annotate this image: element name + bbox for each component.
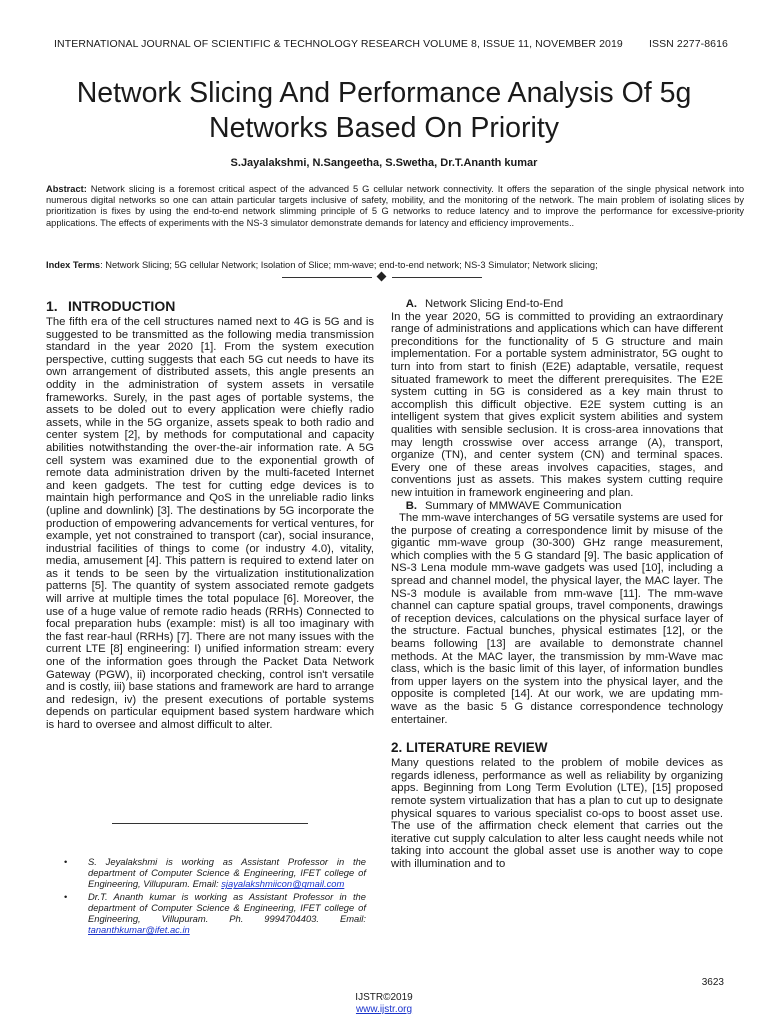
- author-email-link[interactable]: tananthkumar@ifet.ac.in: [88, 924, 190, 936]
- bullet-icon: •: [64, 856, 68, 867]
- literature-heading: 2. LITERATURE REVIEW: [391, 740, 548, 756]
- section-a-title: Network Slicing End-to-End: [425, 298, 564, 310]
- index-terms: [46, 260, 744, 271]
- footnote-rule: [112, 823, 308, 824]
- paper-title: [40, 76, 728, 146]
- separator-line-right: [392, 277, 482, 278]
- footer-copyright: IJSTR©2019: [355, 992, 413, 1003]
- footnote-text: S. Jeyalakshmi is working as Assistant Professor in the department of Computer Science & Engineering, IFET college of Engineering, Villupuram. Email:: [88, 856, 366, 890]
- page-number: 3623: [701, 977, 724, 988]
- footnotes: [62, 856, 366, 936]
- footnote-item: [62, 856, 366, 890]
- diamond-icon: [377, 272, 387, 282]
- introduction-number: 1.: [46, 298, 58, 314]
- abstract-text: Network slicing is a foremost critical aspect of the advanced 5 G cellular network connectivity. It offers the separation of the single physical network into numerous digital networks so one can attain particular targets inclusive of safety, mobility, and the monitoring of the network. The main problem of isolating slices by prioritization is fixes by using the end-to-end network slimming principle of 5 G networks to reduce latency and to improve the performance for excessive-priority applications. The effects of experiments with the NS-3 simulator demonstrate demands for latency and efficiency improvements..: [46, 184, 744, 228]
- title-line-1: Network Slicing And Performance Analysis Of 5g: [76, 77, 692, 109]
- section-a-body: In the year 2020, 5G is committed to providing an extraordinary range of administrations and applications which can have different preconditions for the functionality of 5 G structure and main implementation. For a portable system administrator, 5G ought to turn into from start to finish (E2E) adaptable, versatile, request situated framework to meet the different prerequisites. The E2E system cutting in 5G is considered as a key main thrust to accomplish this difficult objective. E2E system cutting is an intelligent system that gives explicit system abilities and system qualities with sensible seclusion. It is cross-area innovations that may length crosswise over access arrange (A), transport, organize (TN), and center system (CN) and terminal spaces. Every one of these areas involves capacities, stages, and conventions just as assets. This makes system cutting require new intuition in framework engineering and plan.: [391, 310, 723, 499]
- separator-line-left: [282, 277, 372, 278]
- section-b-label: B.: [405, 499, 417, 512]
- issn: ISSN 2277-8616: [648, 38, 728, 50]
- introduction-body: The fifth era of the cell structures named next to 4G is 5G and is suggested to be transmitted as the following media transmission standard in the year 2020 [1]. From the system execution perspective, cutting suggests that each 5G cut needs to have its own arrangement of distributed assets, this angle presents an oddity in the administration of system assets in versatile frameworks. Surely, in the past ages of portable systems, the assets to be doled out to every application were chiefly radio assets, while in the 5G organize, assets speak to both radio and center system [2], by methods for computational and capacity abilities notwithstanding the over-the-air information rate. A 5G cell system was examined due to the exponential growth of remote data administration driven by the multi-faceted Internet and keen gadgets. The test for cutting edge devices is to maintain high performance and QoS in the unreliable radio links (upline and downlink) [3]. The destinations by 5G incorporate the production of empowering advancements for vertical ventures, for example, yet not constrained to transport (car), social insurance, industrial facilities of things to come (or industry 4.0), vitality, media, amusement [4]. This pattern is required to extend later on as it tends to be seen by the virtualization institutionalization patterns [5]. The quantity of system associated remote gadgets will arrive at multiple times the total populace [6]. Moreover, the use of a huge value of remote radio heads (RRHs) Connected to focal preparation hubs (example: mist) is all too imaginary with the fast rear-haul (RRHs) [7]. There are not many issues with the current LTE [8] engineering: I) unified information stream: every one of the information goes through the Packet Data Network Gateway (PGW), ii) incorporated checking, control isn't versatile and is costly, iii) base stations and framework are hard to arrange and redesign, iv) the present executions of portable systems depends on particular equipment based system hardware which is hard to oversee and almost difficult to alter.: [46, 316, 374, 731]
- left-column: [46, 298, 374, 732]
- introduction-title: INTRODUCTION: [68, 298, 176, 314]
- introduction-heading: [46, 298, 374, 314]
- title-line-2: Networks Based On Priority: [208, 112, 560, 144]
- abstract: [46, 184, 744, 229]
- bullet-icon: •: [64, 890, 68, 902]
- section-b-heading: [391, 500, 723, 513]
- author-list: S.Jayalakshmi, N.Sangeetha, S.Swetha, Dr.T.Ananth kumar: [230, 157, 538, 169]
- section-a-heading: [391, 298, 723, 311]
- section-separator: [282, 271, 482, 283]
- journal-website-link[interactable]: www.ijstr.org: [355, 1004, 413, 1015]
- journal-header: INTERNATIONAL JOURNAL OF SCIENTIFIC & TECHNOLOGY RESEARCH VOLUME 8, ISSUE 11, NOVEMBER 2019: [54, 38, 623, 50]
- section-b-title: Summary of MMWAVE Communication: [425, 499, 622, 512]
- footnote-item: [62, 891, 366, 936]
- author-email-link[interactable]: sjayalakshmiicon@gmail.com: [221, 878, 345, 890]
- right-column: [391, 298, 723, 871]
- abstract-label: Abstract:: [46, 184, 87, 194]
- literature-body: Many questions related to the problem of mobile devices as regards idleness, performance as well as reliability by organizing apps. Beginning from Long Term Evolution (LTE), [15] proposed remote system virtualization that has a plan to cut up to designate physical squares to various specialist co-ops to boost asset use. The use of the affirmation check element that carries out the iterative cut supply calculation to alter less caught needs while not taking into account the global asset use is another way to cope with illumination and to: [391, 757, 723, 870]
- index-terms-label: Index Terms: [46, 260, 101, 270]
- section-a-label: A.: [405, 298, 417, 310]
- footnote-text: Dr.T. Ananth kumar is working as Assistant Professor in the department of Computer Science & Engineering, IFET college of Engineering, Villupuram. Ph. 9994704403. Email:: [88, 890, 366, 925]
- index-terms-text: : Network Slicing; 5G cellular Network; Isolation of Slice; mm-wave; end-to-end network; NS-3 Simulator; Network slicing;: [100, 260, 598, 270]
- page-footer: [0, 992, 768, 1016]
- section-b-body: The mm-wave interchanges of 5G versatile systems are used for the purpose of creating a correspondence limit by misuse of the gigantic mm-wave group (30-300) GHz range measurement, which complies with the 5 G standard [9]. The basic application of NS-3 Lena module mm-wave gadgets was used [10], including a spread and channel model, the physical layer, the MAC layer. The NS-3 module is available from mm-wave [11]. The mm-wave channel can capture spatial groups, travel components, drawings of reception devices, calculations on the physical surface layer of the structure. Factual bunches, physical estimates [12], or the beams following [13] are available to demonstrate channel methods. At the MAC layer, the transmission by mm-Wave mac class, which is the basic limit of this layer, of information bundles from upper layers on the system into the physical layer, and the opposite is completed [14]. At our work, we are updating mm-wave as the basic 5 G distance correspondence technology entertainer.: [391, 512, 723, 726]
